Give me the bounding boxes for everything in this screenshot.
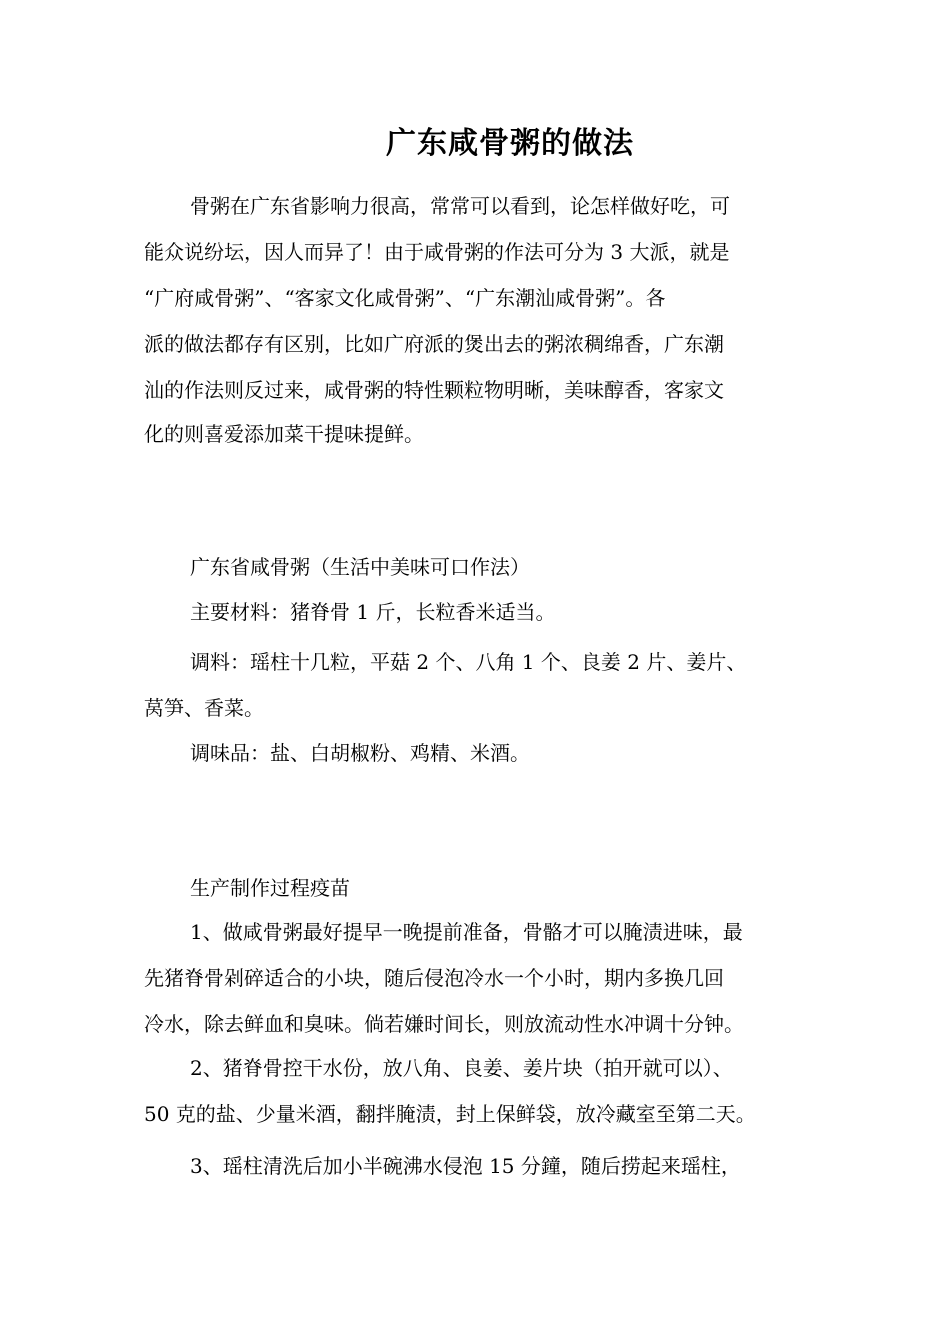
condiments: 调味品：盐、白胡椒粉、鸡精、米酒。 [190,741,530,765]
seasoning-line-1: 调料：瑶柱十几粒，平菇 2 个、八角 1 个、良姜 2 片、姜片、 [190,650,747,674]
step-1-line-2: 先猪脊骨剁碎适合的小块，随后侵泡冷水一个小时，期内多换几回 [144,966,724,990]
intro-line-2: 能众说纷坛，因人而异了！由于咸骨粥的作法可分为 3 大派，就是 [144,240,730,264]
intro-line-5: 汕的作法则反过来，咸骨粥的特性颗粒物明晰，美味醇香，客家文 [144,378,724,402]
process-heading: 生产制作过程疫苗 [190,876,350,900]
seasoning-line-2: 莴笋、香菜。 [144,696,264,720]
document-title: 广东咸骨粥的做法 [386,126,634,161]
recipe-heading: 广东省咸骨粥（生活中美味可口作法） [190,555,530,579]
intro-line-4: 派的做法都存有区别，比如广府派的煲出去的粥浓稠绵香，广东潮 [144,332,724,356]
step-1-line-1: 1、做咸骨粥最好提早一晚提前准备，骨骼才可以腌渍进味，最 [190,920,743,944]
intro-line-3: “广府咸骨粥”、“客家文化咸骨粥”、“广东潮汕咸骨粥”。各 [144,286,666,310]
step-1-line-3: 冷水，除去鲜血和臭味。倘若嫌时间长，则放流动性水冲调十分钟。 [144,1012,744,1036]
step-2-line-2: 50 克的盐、少量米酒，翻拌腌渍，封上保鲜袋，放冷藏室至第二天。 [144,1102,756,1126]
step-3-line-1: 3、瑶柱清洗后加小半碗沸水侵泡 15 分鐘，随后捞起来瑶柱， [190,1154,741,1178]
intro-line-1: 骨粥在广东省影响力很高，常常可以看到，论怎样做好吃，可 [190,194,730,218]
main-ingredients: 主要材料：猪脊骨 1 斤，长粒香米适当。 [190,600,556,624]
intro-line-6: 化的则喜爱添加菜干提味提鲜。 [144,422,424,446]
step-2-line-1: 2、猪脊骨控干水份，放八角、良姜、姜片块（拍开就可以）、 [190,1056,733,1080]
